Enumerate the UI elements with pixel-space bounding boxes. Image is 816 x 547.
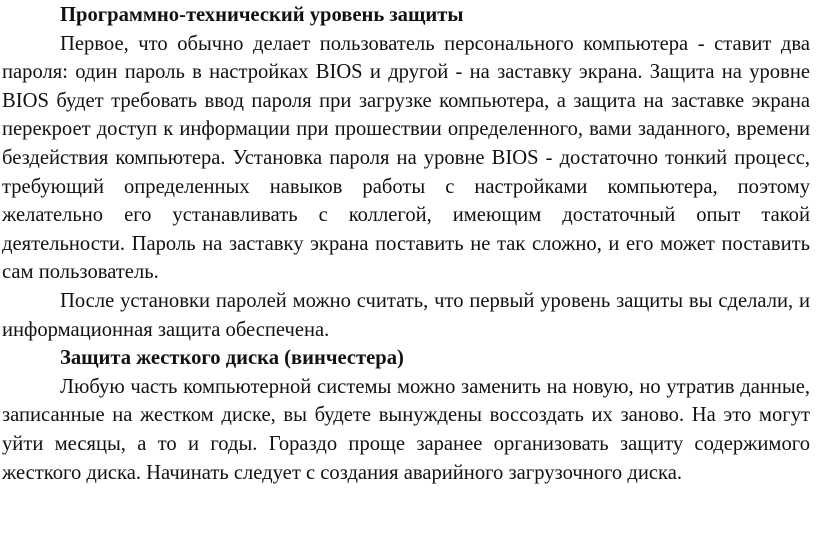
section-heading-software-hardware-protection: Программно-технический уровень защиты <box>60 4 464 26</box>
document-page <box>0 1 816 547</box>
paragraph-first-level: После установки паролей можно считать, что первый уровень защиты вы сделали, и информационная защита обеспечена. <box>2 289 810 341</box>
paragraph-hard-disk: Любую часть компьютерной системы можно заменить на новую, но утратив данные, записанные на жестком диске, вы будете вынуждены воссоздать их заново. На это могут уйти месяцы, а то и годы. Гораздо проще заранее организовать защиту содержимого жесткого диска. Начинать следует с создания аварийного загрузочного диска. <box>2 375 810 484</box>
section-heading-hard-disk-protection: Защита жесткого диска (винчестера) <box>60 347 404 370</box>
paragraph-passwords: Первое, что обычно делает пользователь персонального компьютера - ставит два пароля: один пароль в настройках BIOS и другой - на заставку экрана. Защита на уровне BIOS будет требовать ввод пароля при загрузке компьютера, а защита на заставке экрана перекроет доступ к информации при прошествии определенного, вами заданного, времени бездействия компьютера. Установка пароля на уровне BIOS - достаточно тонкий процесс, требующий определенных навыков работы с настройками компьютера, поэтому желательно его устанавливать с коллегой, имеющим достаточный опыт такой деятельности. Пароль на заставку экрана поставить не так сложно, и его может поставить сам пользователь. <box>2 32 810 284</box>
